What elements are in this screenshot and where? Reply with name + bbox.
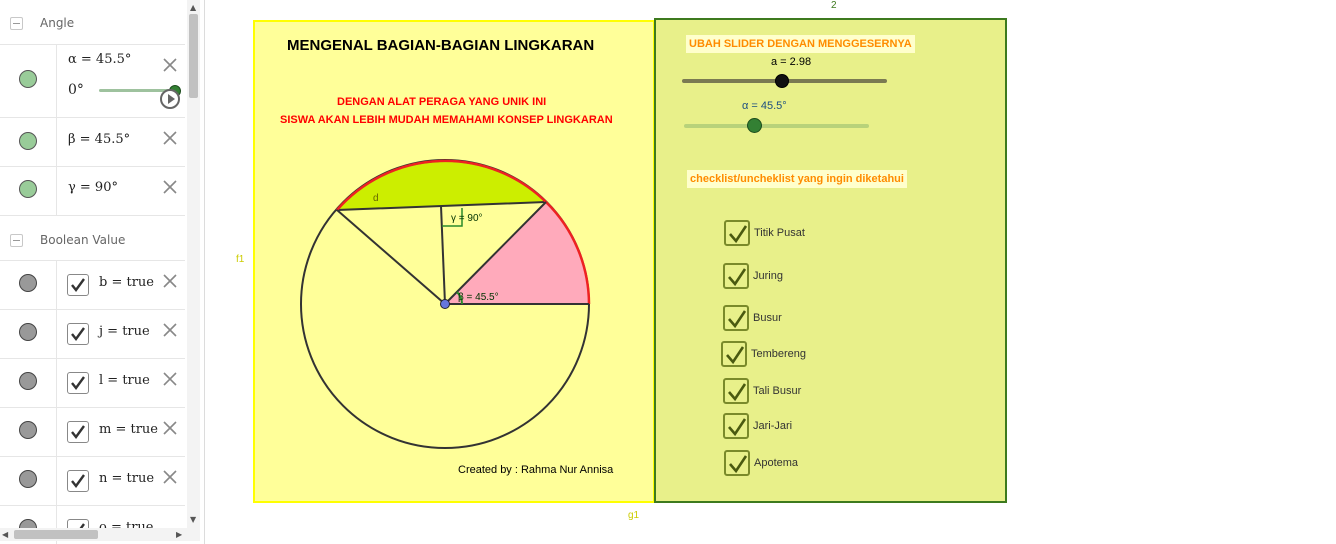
delete-icon[interactable] [160, 467, 180, 487]
marble-cell [0, 310, 57, 358]
visibility-marble[interactable] [19, 180, 37, 198]
collapse-icon[interactable] [10, 17, 23, 30]
delete-icon[interactable] [160, 320, 180, 340]
algebra-row-gamma[interactable] [0, 167, 185, 216]
angle-group-header[interactable] [0, 0, 185, 45]
boolean-group-header[interactable] [0, 216, 185, 261]
algebra-row-boolean[interactable] [0, 310, 185, 359]
scroll-up-icon[interactable]: ▲ [190, 3, 197, 12]
group-label: Boolean Value [40, 233, 126, 247]
checkbox-apotema[interactable] [724, 450, 750, 476]
page-title: MENGENAL BAGIAN-BAGIAN LINGKARAN [287, 37, 595, 54]
algebra-row-beta[interactable] [0, 118, 185, 167]
slider-alpha-label: α = 45.5° [742, 100, 787, 112]
boolean-value: l = true [99, 373, 150, 388]
g1-label: g1 [628, 510, 640, 521]
checkbox-label[interactable]: Apotema [754, 457, 799, 469]
segment[interactable] [337, 161, 546, 210]
boolean-value: j = true [99, 324, 150, 339]
intro-line-1: DENGAN ALAT PERAGA YANG UNIK INI [337, 96, 547, 108]
collapse-icon[interactable] [10, 234, 23, 247]
gamma-value[interactable]: γ = 90° [68, 180, 118, 195]
checkbox-jari-jari[interactable] [723, 413, 749, 439]
circle-figure[interactable] [290, 150, 600, 460]
slider-header: UBAH SLIDER DENGAN MENGGESERNYA [686, 35, 915, 53]
f1-label: f1 [236, 254, 245, 265]
alpha-value[interactable]: α = 45.5° [68, 52, 132, 67]
checkbox-label[interactable]: Busur [753, 312, 782, 324]
algebra-view [0, 0, 200, 544]
delete-icon[interactable] [160, 369, 180, 389]
visibility-marble[interactable] [19, 132, 37, 150]
scroll-left-icon[interactable]: ◀ [2, 530, 9, 539]
segment-label: d [373, 193, 379, 204]
play-icon[interactable] [160, 89, 180, 109]
checkbox-juring[interactable] [723, 263, 749, 289]
credit-text: Created by : Rahma Nur Annisa [458, 464, 614, 476]
gamma-label: γ = 90° [451, 213, 483, 224]
slider-alpha-track[interactable] [684, 124, 869, 128]
check-icon [727, 267, 747, 287]
beta-value[interactable]: β = 45.5° [68, 132, 131, 147]
checkbox-label[interactable]: Juring [753, 270, 783, 282]
boolean-checkbox[interactable] [67, 421, 89, 443]
boolean-checkbox[interactable] [67, 274, 89, 296]
view-divider[interactable] [204, 0, 205, 544]
horizontal-scrollbar-thumb[interactable] [14, 530, 98, 539]
algebra-row-boolean[interactable] [0, 457, 185, 506]
top-label: 2 [831, 0, 837, 11]
boolean-value: b = true [99, 275, 154, 290]
check-icon [70, 277, 86, 293]
group-label: Angle [40, 16, 75, 30]
delete-icon[interactable] [160, 55, 180, 75]
visibility-marble[interactable] [19, 421, 37, 439]
marble-cell [0, 118, 57, 166]
boolean-checkbox[interactable] [67, 323, 89, 345]
marble-cell [0, 167, 57, 215]
marble-cell [0, 359, 57, 407]
slider-a-knob[interactable] [775, 74, 789, 88]
checkbox-tali-busur[interactable] [723, 378, 749, 404]
check-icon [70, 326, 86, 342]
green-panel [654, 18, 1007, 503]
check-icon [725, 345, 745, 365]
marble-cell [0, 45, 57, 117]
check-icon [727, 417, 747, 437]
marble-cell [0, 261, 57, 309]
center-point[interactable] [441, 300, 450, 309]
checkbox-titik-pusat[interactable] [724, 220, 750, 246]
check-icon [70, 375, 86, 391]
checkbox-label[interactable]: Tembereng [751, 348, 807, 360]
boolean-checkbox[interactable] [67, 470, 89, 492]
alpha-min-label: 0° [68, 82, 84, 98]
scroll-right-icon[interactable]: ▶ [176, 530, 183, 539]
delete-icon[interactable] [160, 418, 180, 438]
delete-icon[interactable] [160, 128, 180, 148]
boolean-checkbox[interactable] [67, 372, 89, 394]
scroll-down-icon[interactable]: ▼ [190, 515, 197, 524]
algebra-row-alpha[interactable] [0, 45, 185, 118]
boolean-value: m = true [99, 422, 158, 437]
checkbox-label[interactable]: Tali Busur [753, 385, 802, 397]
check-icon [70, 473, 86, 489]
check-icon [727, 309, 747, 329]
algebra-row-boolean[interactable] [0, 359, 185, 408]
marble-cell [0, 457, 57, 505]
checkbox-label[interactable]: Jari-Jari [753, 420, 793, 432]
slider-a-label: a = 2.98 [771, 56, 812, 68]
visibility-marble[interactable] [19, 323, 37, 341]
algebra-row-boolean[interactable] [0, 261, 185, 310]
checkbox-busur[interactable] [723, 305, 749, 331]
checkbox-label[interactable]: Titik Pusat [754, 227, 805, 239]
vertical-scrollbar-thumb[interactable] [189, 14, 198, 98]
check-icon [70, 424, 86, 440]
check-icon [728, 224, 748, 244]
slider-alpha-knob[interactable] [747, 118, 762, 133]
boolean-value: n = true [99, 471, 155, 486]
intro-line-2: SISWA AKAN LEBIH MUDAH MEMAHAMI KONSEP LINGKARAN [280, 114, 613, 126]
visibility-marble[interactable] [19, 470, 37, 488]
visibility-marble[interactable] [19, 274, 37, 292]
checklist-header: checklist/uncheklist yang ingin diketahui [687, 170, 907, 188]
visibility-marble[interactable] [19, 372, 37, 390]
check-icon [727, 382, 747, 402]
delete-icon[interactable] [160, 177, 180, 197]
checkbox-tembereng[interactable] [721, 341, 747, 367]
visibility-marble[interactable] [19, 70, 37, 88]
algebra-row-boolean[interactable] [0, 408, 185, 457]
check-icon [728, 454, 748, 474]
delete-icon[interactable] [160, 271, 180, 291]
marble-cell [0, 408, 57, 456]
beta-label: β = 45.5° [458, 292, 499, 303]
